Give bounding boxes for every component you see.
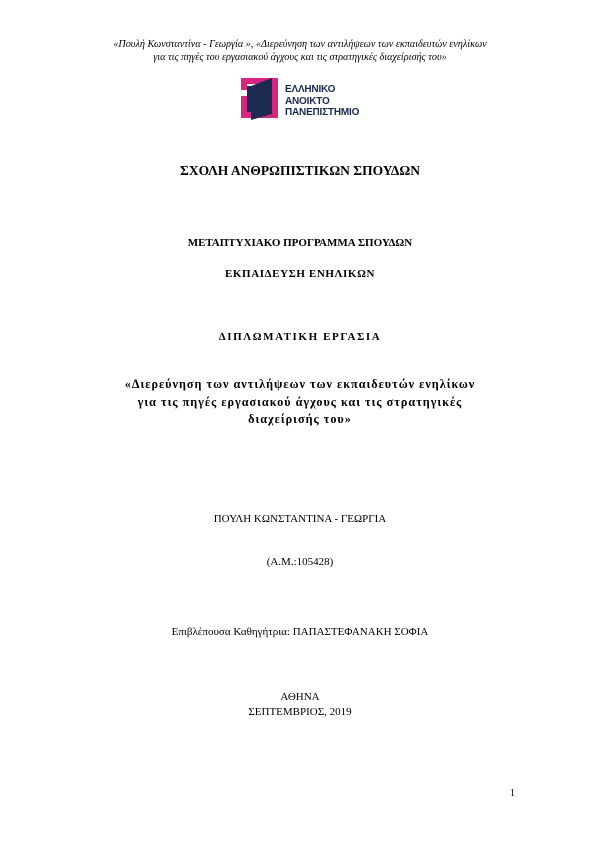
university-logo-text [285,84,359,119]
logo-text-line-2: ΑΝΟΙΚΤΟ [285,95,330,107]
field-name: ΕΚΠΑΙΔΕΥΣΗ ΕΝΗΛΙΚΩΝ [224,268,376,280]
running-header-line-1: «Πουλή Κωνσταντίνα - Γεωργία », «Διερεύνηση των αντιλήψεων των εκπαιδευτών ενηλίκων [113,39,487,50]
running-header [60,38,540,64]
logo-text-line-1: ΕΛΛΗΝΙΚΟ [285,84,336,95]
student-id: (Α.Μ.:105428) [266,556,334,568]
running-header-line-2: για τις πηγές του εργασιακού άγχους και τις στρατηγικές διαχείρισής του» [153,52,447,63]
logo-text-line-3: ΠΑΝΕΠΙΣΤΗΜΙΟ [285,107,360,118]
school-name: ΣΧΟΛΗ ΑΝΘΡΩΠΙΣΤΙΚΩΝ ΣΠΟΥΔΩΝ [180,163,420,178]
page-number: 1 [510,788,515,799]
author-name: ΠΟΥΛΗ ΚΩΝΣΤΑΝΤΙΝΑ - ΓΕΩΡΓΙΑ [213,513,387,525]
program-name: ΜΕΤΑΠΤΥΧΙΑΚΟ ΠΡΟΓΡΑΜΜΑ ΣΠΟΥΔΩΝ [187,237,413,249]
supervisor: Επιβλέπουσα Καθηγήτρια: ΠΑΠΑΣΤΕΦΑΝΑΚΗ ΣΟΦΙΑ [171,626,429,638]
city: ΑΘΗΝΑ [280,691,320,703]
university-logo-icon [238,74,284,122]
thesis-label: ΔΙΠΛΩΜΑΤΙΚΗ ΕΡΓΑΣΙΑ [218,331,382,343]
date: ΣΕΠΤΕΜΒΡΙΟΣ, 2019 [248,706,352,718]
thesis-title-line-2: για τις πηγές εργασιακού άγχους και τις στρατηγικές [137,394,463,409]
thesis-title-line-3: διαχείρισής του» [248,412,352,426]
thesis-title [80,376,520,429]
thesis-title-line-1: «Διερεύνηση των αντιλήψεων των εκπαιδευτών ενηλίκων [124,377,476,391]
university-logo [238,74,368,122]
